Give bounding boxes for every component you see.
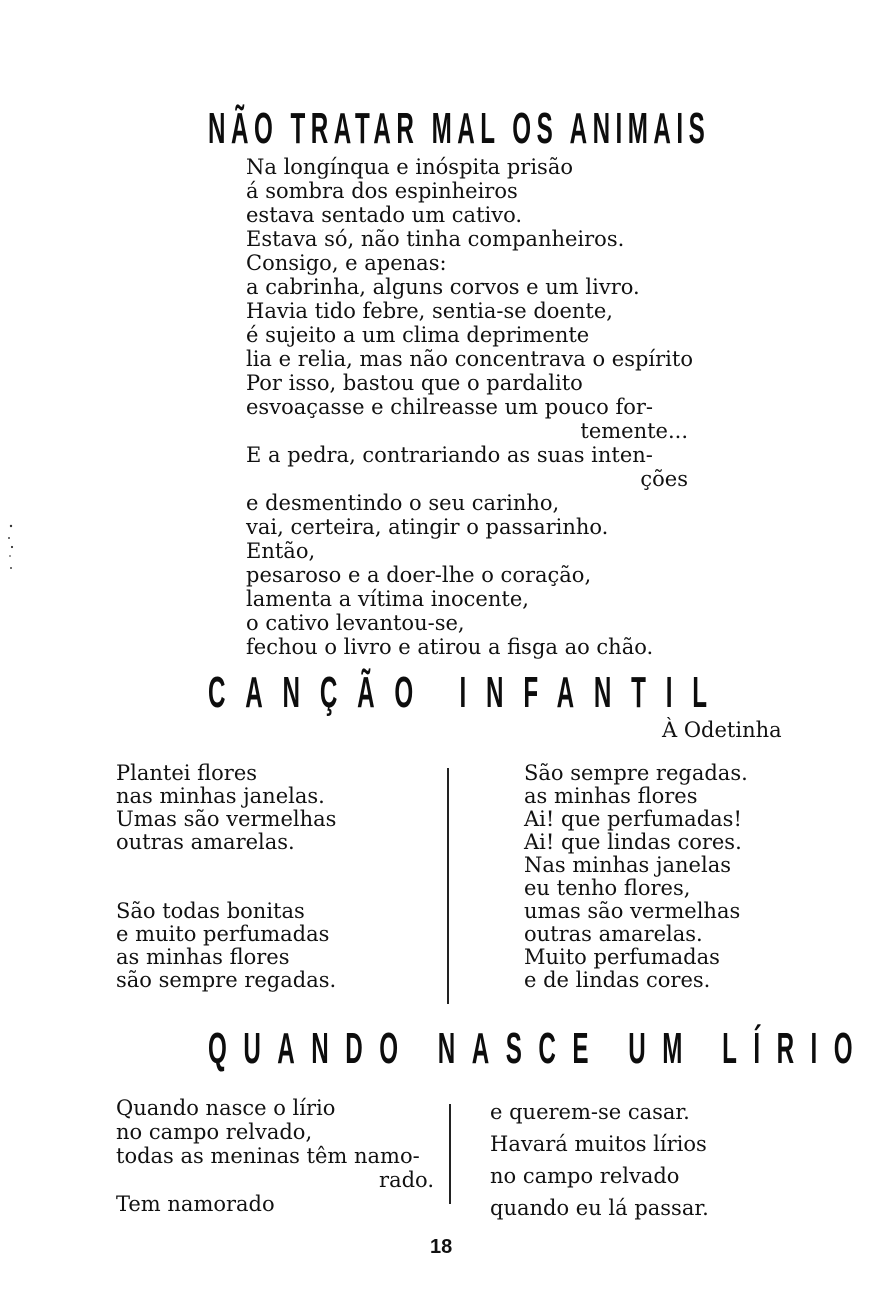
poem-dedication: À Odetinha xyxy=(662,718,782,742)
poem-line: outras amarelas. xyxy=(116,830,295,854)
poem-line: esvoaçasse e chilreasse um pouco for- xyxy=(246,395,653,419)
poem-title-quando-nasce-um-lirio: QUANDO NASCE UM LÍRIO xyxy=(208,1024,870,1073)
poem-line: todas as meninas têm namo- xyxy=(116,1144,420,1168)
poem-line: pesaroso e a doer-lhe o coração, xyxy=(246,563,592,587)
poem-line: são sempre regadas. xyxy=(116,968,337,992)
print-speck-marks xyxy=(4,520,18,580)
poem-title-nao-tratar-mal: NÃO TRATAR MAL OS ANIMAIS xyxy=(208,104,711,153)
poem-line: e muito perfumadas xyxy=(116,922,330,946)
poem-line: Ai! que lindas cores. xyxy=(524,830,742,854)
poem-line: Na longínqua e inóspita prisão xyxy=(246,155,573,179)
poem-line: Quando nasce o lírio xyxy=(116,1096,336,1120)
poem-line: lamenta a vítima inocente, xyxy=(246,587,529,611)
lirio-right-column xyxy=(490,1096,709,1224)
poem-line: Por isso, bastou que o pardalito xyxy=(246,371,583,395)
poem-line: quando eu lá passar. xyxy=(490,1196,709,1220)
poem-line: Nas minhas janelas xyxy=(524,853,731,877)
poem-line: lia e relia, mas não concentrava o espírito xyxy=(246,347,693,371)
poem-line: a cabrinha, alguns corvos e um livro. xyxy=(246,275,640,299)
lirio-left-column xyxy=(116,1096,434,1216)
poem-line: outras amarelas. xyxy=(524,922,703,946)
poem-line: estava sentado um cativo. xyxy=(246,203,523,227)
poem-line: no campo relvado xyxy=(490,1164,680,1188)
poem-line: Consigo, e apenas: xyxy=(246,251,447,275)
poem-line: São todas bonitas xyxy=(116,899,305,923)
poem-line: no campo relvado, xyxy=(116,1120,313,1144)
poem-line: umas são vermelhas xyxy=(524,899,741,923)
poem-line: nas minhas janelas. xyxy=(116,784,325,808)
cancao-right-column xyxy=(524,762,748,992)
poem-line: fechou o livro e atirou a fisga ao chão. xyxy=(246,635,654,659)
poem-line: E a pedra, contrariando as suas inten- xyxy=(246,443,653,467)
poem-line: Então, xyxy=(246,539,316,563)
poem-line-continuation: rado. xyxy=(379,1168,434,1192)
poem-line: eu tenho flores, xyxy=(524,876,691,900)
column-divider xyxy=(449,1104,451,1204)
poem-line: Ai! que perfumadas! xyxy=(524,807,742,831)
poem-nao-tratar-mal-body xyxy=(246,155,696,659)
poem-line: á sombra dos espinheiros xyxy=(246,179,518,203)
poem-line-continuation: ções xyxy=(640,467,688,491)
poem-line: o cativo levantou-se, xyxy=(246,611,465,635)
poem-line: Plantei flores xyxy=(116,761,258,785)
poem-line-continuation: temente... xyxy=(580,419,688,443)
poem-line: é sujeito a um clima deprimente xyxy=(246,323,590,347)
poem-line: Estava só, não tinha companheiros. xyxy=(246,227,625,251)
poem-line: Havia tido febre, sentia-se doente, xyxy=(246,299,613,323)
column-divider xyxy=(447,768,449,1004)
poem-line: São sempre regadas. xyxy=(524,761,748,785)
poem-line: Tem namorado xyxy=(116,1192,275,1216)
poem-line: e desmentindo o seu carinho, xyxy=(246,491,560,515)
poem-title-cancao-infantil: CANÇÃO INFANTIL xyxy=(208,668,727,717)
poem-line: Muito perfumadas xyxy=(524,945,720,969)
poem-line: e querem-se casar. xyxy=(490,1100,690,1124)
poem-line: Havará muitos lírios xyxy=(490,1132,707,1156)
page-number: 18 xyxy=(430,1236,453,1258)
stanza-gap xyxy=(116,854,336,900)
cancao-left-column xyxy=(116,762,336,992)
poem-line: as minhas flores xyxy=(116,945,290,969)
poem-line: as minhas flores xyxy=(524,784,698,808)
poem-line: Umas são vermelhas xyxy=(116,807,337,831)
poem-line: vai, certeira, atingir o passarinho. xyxy=(246,515,609,539)
poem-line: e de lindas cores. xyxy=(524,968,711,992)
